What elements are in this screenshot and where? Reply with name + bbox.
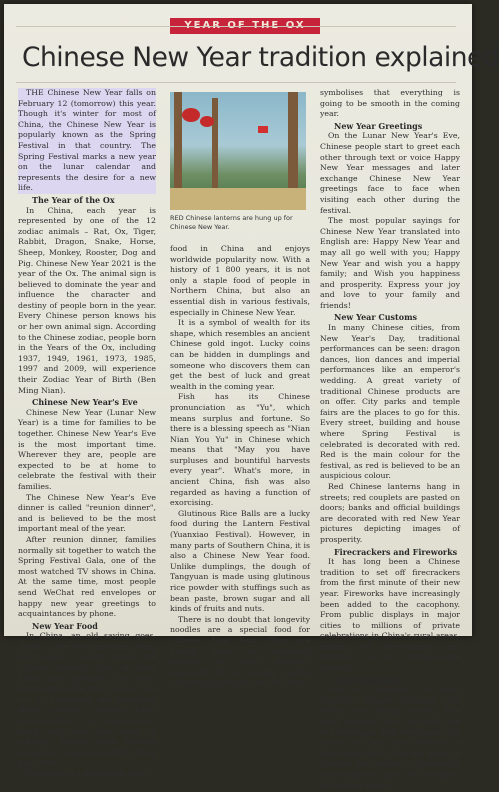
subheading: The Year of the Ox <box>32 194 115 205</box>
subheading: Red Envelopes <box>334 674 400 685</box>
paragraph: There is no doubt that longevity noodles are a special food for Chinese New Year. They are usually eaten on important festivals or one's birthday, especially for old people. Eating longevity noodles in the New Year <box>170 614 310 688</box>
lanterns-photo <box>170 92 306 210</box>
article-column-3 <box>320 88 460 790</box>
paragraph: Red Chinese lanterns hang in streets; red couplets are pasted on doors; banks and official buildings are decorated with red New Year pictures depicting images of prosperity. <box>320 481 460 544</box>
paragraph: Fish has its Chinese pronunciation as "Yu", which means surplus and fortune. So there is a blessing speech as "Nian Nian You Yu" in Chinese which means that "May you have surpluses and bountiful harvests every year". What's more, in ancient China, fish was also regarded as having a function of exorcising. <box>170 392 310 508</box>
paragraph: Glutinous Rice Balls are a lucky food during the Lantern Festival (Yuanxiao Festival). However, in many parts of Southern China, it is also a Chinese New Year food. Unlike dumplings, the dough of Tangyuan is made using glutinous rice powder with stuffings such as bean paste, brown sugar and all kinds of fruits and nuts. <box>170 508 310 614</box>
paragraph: On the Lunar New Year's Eve, Chinese people start to greet each other through text or voice Happy New Year messages and later exchange Chinese New Year greetings face to face when visiting each other during the festival. <box>320 131 460 215</box>
headline: Chinese New Year tradition explained <box>22 42 499 73</box>
subheading: Chinese New Year's Eve <box>32 397 138 408</box>
article-column-1 <box>18 88 156 778</box>
newspaper-page <box>4 4 499 790</box>
paragraph: In many Chinese cities, from New Year's Day, traditional performances can be seen: dragon dances, lion dances and imperial performances like an emperor's wedding. A great variety of traditional Chinese products are on offer. City parks and temple fairs are the places to go for this. Every street, building and house where Spring Festival is celebrated is decorated with red. Red is the main colour for the festival, as red is believed to be an auspicious colour. <box>320 323 460 481</box>
paragraph: food in China and enjoys worldwide popularity now. With a history of 1 800 years, it is not only a staple food of people in Northern China, but also an essential dish in various festivals, especially in Chinese New Year. <box>170 244 310 317</box>
subheading: Firecrackers and Fireworks <box>334 546 458 557</box>
paragraph: symbolises that everything is going to be smooth in the coming year. <box>320 88 460 119</box>
paragraph: It has long been a Chinese tradition to set off firecrackers from the first minute of their new year. Fireworks have increasingly been added to the cacophony. From public displays in major cities to millions of private celebrations in China's rural areas, setting off firecrackers and fireworks is an indispensable festivity. <box>320 557 460 673</box>
subheading: New Year Customs <box>334 312 418 323</box>
paragraph: Like at Christmas in other countries, people exchange gifts during the Spring festival. The most common New Year gifts are red envelopes. Red envelopes with money in them are believed to bring good luck. They are given to children and retirees. Customarily only employers give red envelopes to working adults. <box>320 685 460 790</box>
subheading: New Year Food <box>32 620 98 631</box>
article-column-2 <box>170 244 310 792</box>
photo-caption: RED Chinese lanterns are hung up for Chinese New Year. <box>170 214 293 231</box>
paragraph: THE Chinese New Year falls on February 12 (tomorrow) this year. Though it's winter for most of China, the Chinese New Year is popularly known as the Spring Festival in that country. The Spring Festival marks a new year on the lunar calendar and represents the desire for a new life. <box>18 88 156 193</box>
subheading: New Year Greetings <box>334 120 423 131</box>
paragraph: It is a symbol of wealth for its shape, which resembles an ancient Chinese gold ingot. Lucky coins can be hidden in dumplings and someone who discovers them can get the best of luck and great wealth in the coming year. <box>170 318 310 391</box>
paragraph: In China, each year is represented by one of the 12 zodiac animals – Rat, Ox, Tiger, Rabbit, Dragon, Snake, Horse, Sheep, Monkey, Rooster, Dog and Pig. Chinese New Year 2021 is the year of the Ox. The animal sign is believed to dominate the year and influence the character and destiny of people born in the year. Every Chinese person knows his or her own animal sign. According to the Chinese zodiac, people born in the Years of the Ox, including 1937, 1949, 1961, 1973, 1985, 1997 and 2009, will experience their Zodiac Year of Birth (Ben Ming Nian). <box>18 205 156 395</box>
paragraph: The Chinese New Year's Eve dinner is called "reunion dinner", and is believed to be the most important meal of the year. <box>18 492 156 534</box>
paragraph: Chinese New Year (Lunar New Year) is a time for families to be together. Chinese New Year's Eve is the most important time. Wherever they are, people are expected to be at home to celebrate the festival with their families. <box>18 407 156 491</box>
paragraph: In China, an old saying goes, "Food is the first important thing for people" – which shows the Chinese people's love of food. There are probably no other people quite like the Chinese, who are so passionate and fastidious about cooking. Besides basic requirements of appearance, smell, and taste, they insist on creating festival foods bearing auspicious meanings which bring good luck. <box>18 631 156 768</box>
headline-rule <box>16 82 456 83</box>
paragraph: The most popular sayings for Chinese New Year translated into English are: Happy New Year and may all go well with you; Happy New Year and wish you a happy family; and Wish you happiness and prosperity. Express your joy and love to your family and friends! <box>320 216 460 310</box>
paragraph: Dumpling is a traditional lucky <box>26 769 149 778</box>
paragraph: After reunion dinner, families normally sit together to watch the Spring Festival Gala, one of the most watched TV shows in China. At the same time, most people send WeChat red envelopes or happy new year greetings to acquaintances by phone. <box>18 534 156 619</box>
top-rule-left <box>16 26 456 27</box>
